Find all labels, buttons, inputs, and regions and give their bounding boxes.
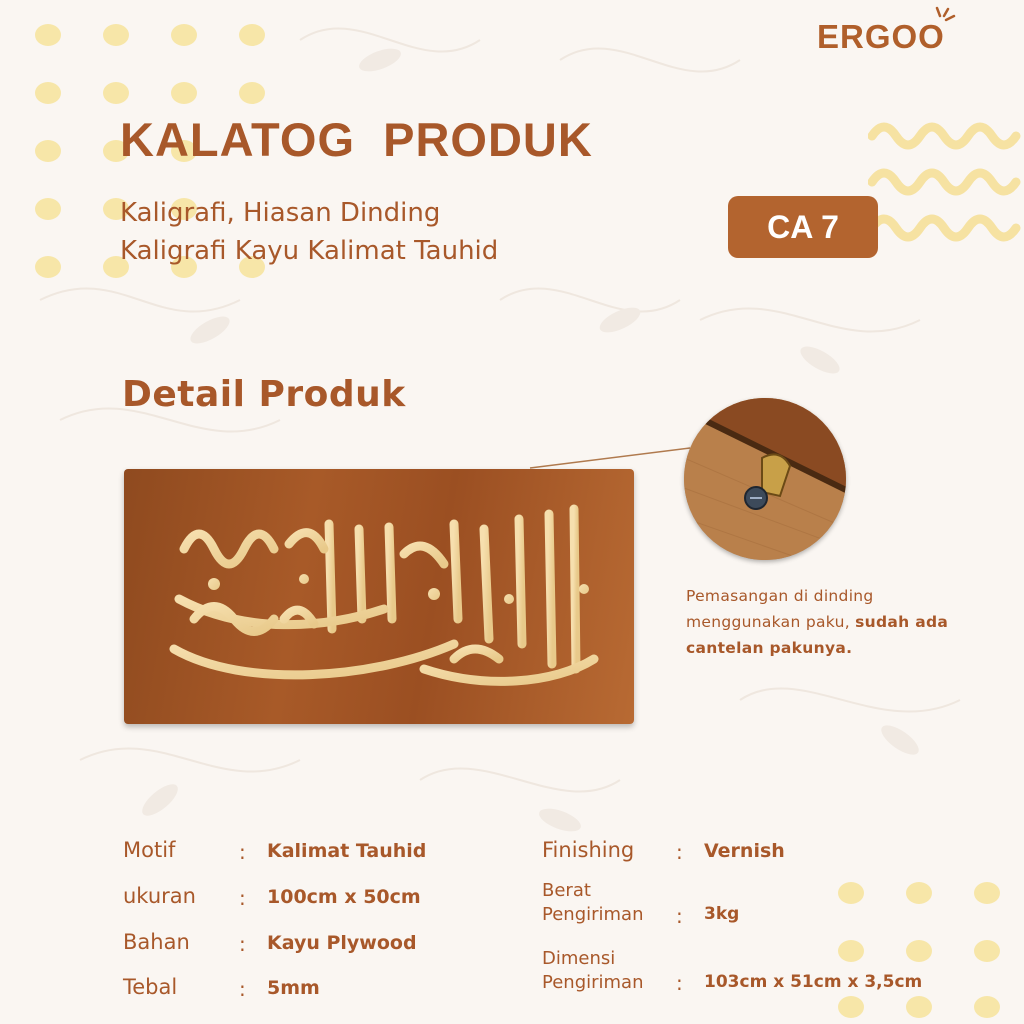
product-code-badge: CA 7	[728, 196, 878, 258]
caption-highlight: sudah ada cantelan pakunya.	[686, 613, 949, 657]
spec-value-ukuran: 100cm x 50cm	[267, 886, 421, 908]
spec-label-ukuran: ukuran	[123, 884, 196, 908]
spec-label-tebal: Tebal	[123, 975, 178, 999]
product-subtitle	[120, 194, 498, 270]
decorative-waves	[868, 112, 1024, 252]
spec-colon: :	[239, 932, 246, 956]
caption-text: Pemasangan di dinding menggunakan paku,	[686, 587, 874, 631]
spec-label-bahan: Bahan	[123, 930, 190, 954]
spec-value-finishing: Vernish	[704, 840, 785, 862]
spec-colon: :	[676, 840, 683, 864]
spec-value-bahan: Kayu Plywood	[267, 932, 417, 954]
spec-value-berat-pengiriman: 3kg	[704, 904, 740, 924]
spec-value-dimensi-pengiriman: 103cm x 51cm x 3,5cm	[704, 972, 923, 992]
subtitle-product-name: Kaligrafi Kayu Kalimat Tauhid	[120, 236, 499, 266]
spec-label-dimensi-pengiriman: Dimensi Pengiriman	[542, 948, 644, 993]
spec-label-berat-pengiriman: Berat Pengiriman	[542, 880, 644, 925]
spec-value-motif: Kalimat Tauhid	[267, 840, 427, 862]
page-title: KALATOG PRODUK	[120, 113, 593, 166]
spec-colon: :	[676, 971, 683, 995]
spec-colon: :	[239, 977, 246, 1001]
spec-colon: :	[239, 840, 246, 864]
spec-value-tebal: 5mm	[267, 977, 320, 999]
section-title-detail: Detail Produk	[122, 374, 406, 415]
spec-colon: :	[676, 904, 683, 928]
wall-hanger-closeup-image	[684, 398, 846, 560]
spec-label-motif: Motif	[123, 838, 176, 862]
sparkle-hat-icon	[928, 6, 958, 36]
spec-colon: :	[239, 886, 246, 910]
brand-logo: ERGOO	[817, 18, 945, 55]
spec-label-finishing: Finishing	[542, 838, 635, 862]
mounting-caption	[686, 583, 956, 661]
subtitle-category: Kaligrafi, Hiasan Dinding	[120, 198, 441, 228]
calligraphy-plaque-image	[124, 469, 634, 724]
